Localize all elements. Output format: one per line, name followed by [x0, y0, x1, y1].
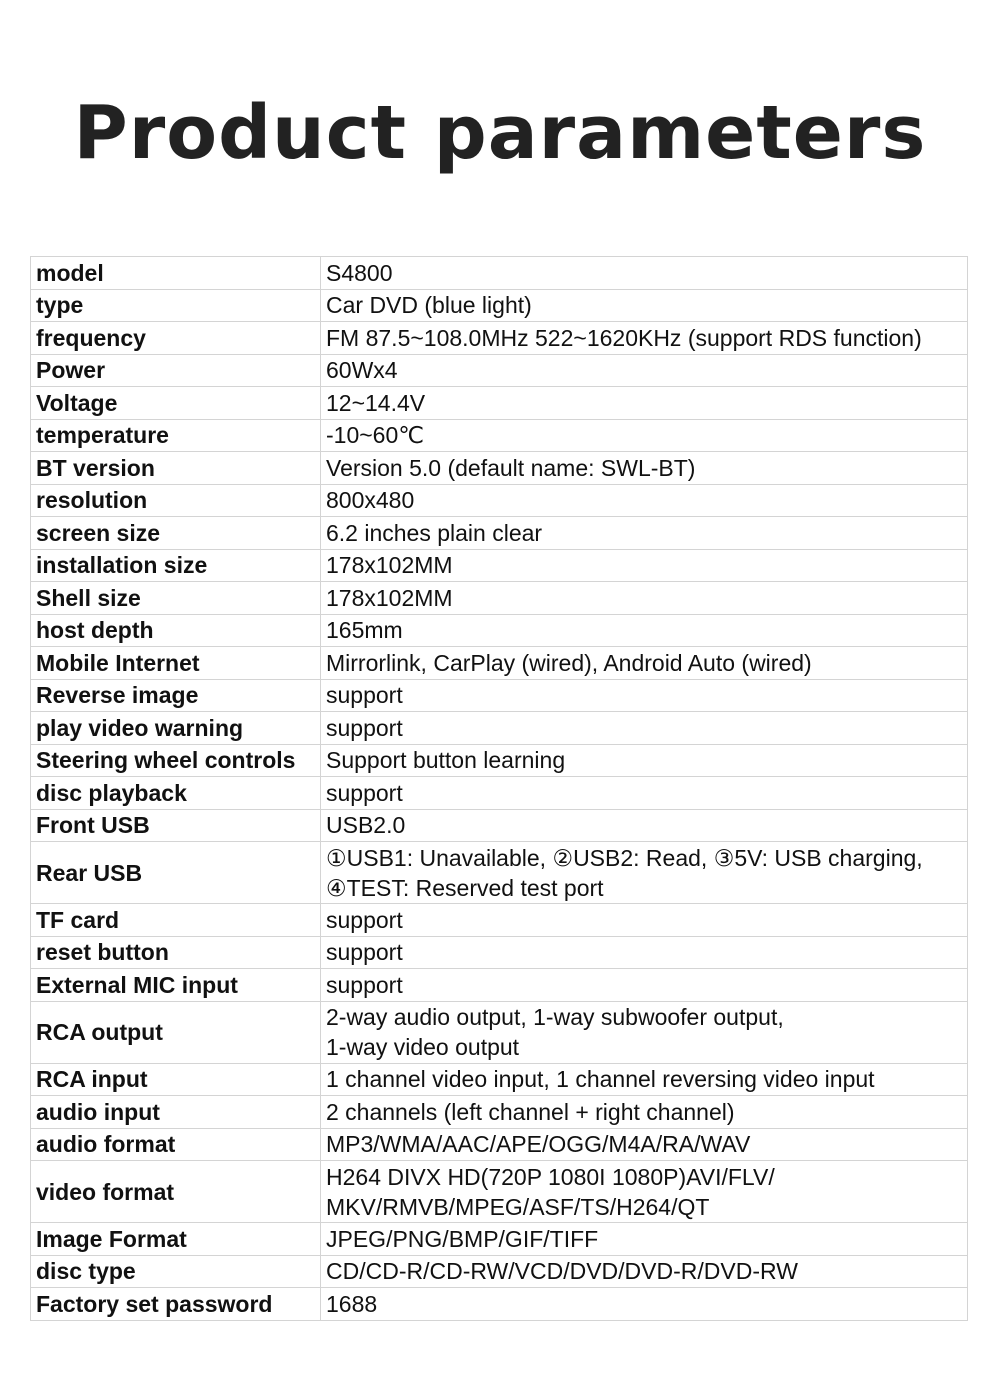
table-row [31, 904, 968, 937]
table-row [31, 1063, 968, 1096]
table-row [31, 549, 968, 582]
param-value: Version 5.0 (default name: SWL-BT) [321, 452, 968, 485]
param-name: play video warning [31, 712, 321, 745]
table-row [31, 1223, 968, 1256]
param-value: S4800 [321, 257, 968, 290]
param-value: 165mm [321, 614, 968, 647]
table-row [31, 969, 968, 1002]
table-row [31, 582, 968, 615]
param-value: 178x102MM [321, 582, 968, 615]
param-value: -10~60℃ [321, 419, 968, 452]
table-row [31, 387, 968, 420]
param-value: 12~14.4V [321, 387, 968, 420]
param-value: 2-way audio output, 1-way subwoofer output, 1-way video output [321, 1001, 968, 1063]
param-name: Reverse image [31, 679, 321, 712]
param-name: audio format [31, 1128, 321, 1161]
param-name: resolution [31, 484, 321, 517]
param-value: support [321, 969, 968, 1002]
table-row [31, 484, 968, 517]
param-value: Car DVD (blue light) [321, 289, 968, 322]
param-name: Power [31, 354, 321, 387]
param-name: Front USB [31, 809, 321, 842]
param-value: support [321, 679, 968, 712]
param-name: Image Format [31, 1223, 321, 1256]
param-name: audio input [31, 1096, 321, 1129]
table-row [31, 322, 968, 355]
param-name: Voltage [31, 387, 321, 420]
param-value: Mirrorlink, CarPlay (wired), Android Auto (wired) [321, 647, 968, 680]
table-row [31, 452, 968, 485]
param-name: Steering wheel controls [31, 744, 321, 777]
param-value: JPEG/PNG/BMP/GIF/TIFF [321, 1223, 968, 1256]
param-value: 6.2 inches plain clear [321, 517, 968, 550]
param-value: support [321, 712, 968, 745]
param-name: BT version [31, 452, 321, 485]
parameters-table [30, 256, 968, 1321]
table-row [31, 289, 968, 322]
param-name: installation size [31, 549, 321, 582]
table-row [31, 614, 968, 647]
table-row [31, 777, 968, 810]
table-row [31, 936, 968, 969]
table-row [31, 517, 968, 550]
param-value: CD/CD-R/CD-RW/VCD/DVD/DVD-R/DVD-RW [321, 1255, 968, 1288]
param-name: TF card [31, 904, 321, 937]
table-row [31, 1161, 968, 1223]
param-value: 2 channels (left channel + right channel) [321, 1096, 968, 1129]
table-row [31, 744, 968, 777]
table-row [31, 1288, 968, 1321]
param-name: Shell size [31, 582, 321, 615]
param-name: Rear USB [31, 842, 321, 904]
table-row [31, 419, 968, 452]
param-value: 800x480 [321, 484, 968, 517]
param-name: temperature [31, 419, 321, 452]
param-name: Factory set password [31, 1288, 321, 1321]
param-value: support [321, 777, 968, 810]
param-value: MP3/WMA/AAC/APE/OGG/M4A/RA/WAV [321, 1128, 968, 1161]
table-row [31, 679, 968, 712]
table-row [31, 647, 968, 680]
table-row [31, 257, 968, 290]
param-name: External MIC input [31, 969, 321, 1002]
param-name: disc type [31, 1255, 321, 1288]
table-row [31, 1001, 968, 1063]
param-value: support [321, 936, 968, 969]
param-name: RCA output [31, 1001, 321, 1063]
param-name: screen size [31, 517, 321, 550]
param-value: 178x102MM [321, 549, 968, 582]
table-row [31, 1128, 968, 1161]
param-value: 1 channel video input, 1 channel reversing video input [321, 1063, 968, 1096]
param-name: type [31, 289, 321, 322]
table-row [31, 809, 968, 842]
param-name: reset button [31, 936, 321, 969]
table-row [31, 712, 968, 745]
param-value: ①USB1: Unavailable, ②USB2: Read, ③5V: USB charging, ④TEST: Reserved test port [321, 842, 968, 904]
table-row [31, 1255, 968, 1288]
param-value: USB2.0 [321, 809, 968, 842]
param-name: RCA input [31, 1063, 321, 1096]
param-name: video format [31, 1161, 321, 1223]
param-name: disc playback [31, 777, 321, 810]
page-title: Product parameters [73, 90, 927, 176]
param-value: FM 87.5~108.0MHz 522~1620KHz (support RDS function) [321, 322, 968, 355]
table-row [31, 1096, 968, 1129]
param-value: support [321, 904, 968, 937]
param-value: 1688 [321, 1288, 968, 1321]
param-value: 60Wx4 [321, 354, 968, 387]
param-name: host depth [31, 614, 321, 647]
table-row [31, 354, 968, 387]
param-name: Mobile Internet [31, 647, 321, 680]
param-value: Support button learning [321, 744, 968, 777]
param-name: model [31, 257, 321, 290]
table-row [31, 842, 968, 904]
param-name: frequency [31, 322, 321, 355]
param-value: H264 DIVX HD(720P 1080I 1080P)AVI/FLV/ MKV/RMVB/MPEG/ASF/TS/H264/QT [321, 1161, 968, 1223]
